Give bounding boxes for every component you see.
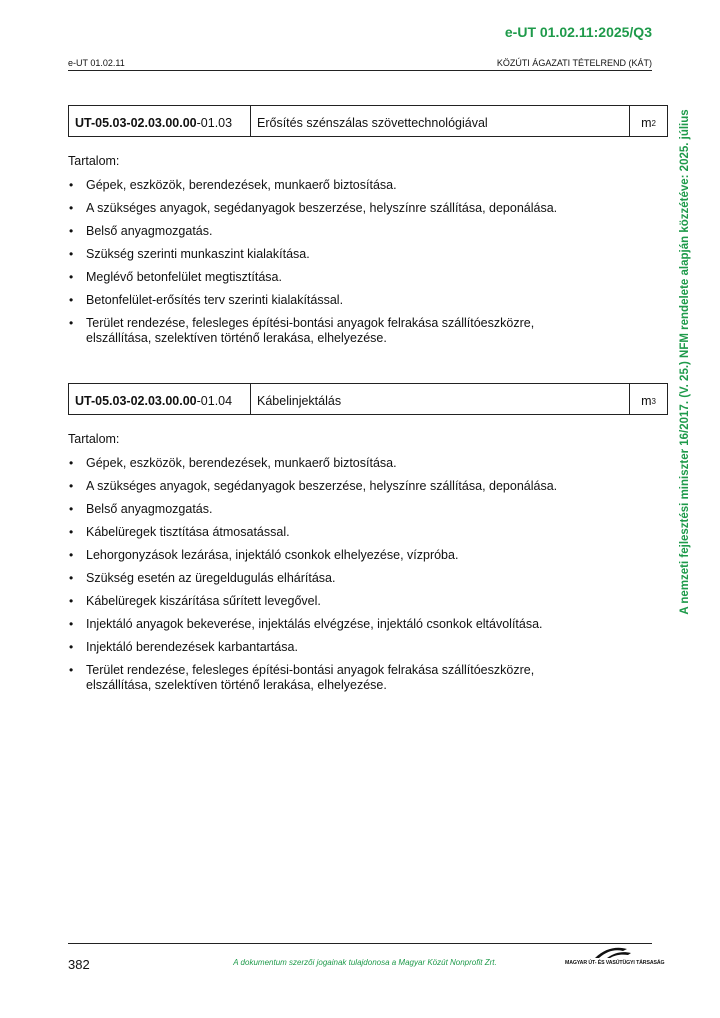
item-code: UT-05.03-02.03.00.00 -01.04 [69,384,251,414]
list-item: • Szükség esetén az üregeldugulás elhárítása. [68,571,598,586]
list-item: • Meglévő betonfelület megtisztítása. [68,270,598,285]
list-item: • Gépek, eszközök, berendezések, munkaerő biztosítása. [68,178,598,193]
list-item: • A szükséges anyagok, segédanyagok beszerzése, helyszínre szállítása, deponálása. [68,201,598,216]
list-item: • Terület rendezése, felesleges építési-bontási anyagok felrakása szállítóeszközre, elszállítása, szelektíven történő lerakása, elhelyezése. [68,316,598,346]
item-description: Kábelinjektálás [251,384,630,414]
footer-rule [68,943,652,944]
bullet-list [68,456,598,701]
company-logo [565,945,665,975]
item-description: Erősítés szénszálas szövettechnológiával [251,106,630,136]
bullet-list [68,178,598,354]
side-note [674,96,696,628]
item-code: UT-05.03-02.03.00.00 -01.03 [69,106,251,136]
logo-text: MAGYAR ÚT- ÉS VASÚTÜGYI TÁRSASÁG [565,960,665,966]
content-label: Tartalom: [68,432,120,446]
header-right: KÖZÚTI ÁGAZATI TÉTELREND (KÁT) [496,58,652,68]
list-item: • Betonfelület-erősítés terv szerinti kialakítással. [68,293,598,308]
list-item: • Injektáló berendezések karbantartása. [68,640,598,655]
list-item: • Lehorgonyzások lezárása, injektáló csonkok elhelyezése, vízpróba. [68,548,598,563]
list-item: • Kábelüregek kiszárítása sűrített levegővel. [68,594,598,609]
item-table [68,383,668,415]
list-item: • Injektáló anyagok bekeverése, injektálás elvégzése, injektáló csonkok eltávolítása. [68,617,598,632]
side-note-text: A nemzeti fejlesztési miniszter 16/2017. (V. 25.) NFM rendelete alapján közzétéve: 2025. július [679,109,691,615]
list-item: • Kábelüregek tisztítása átmosatással. [68,525,598,540]
list-item: • Belső anyagmozgatás. [68,502,598,517]
content-label: Tartalom: [68,154,120,168]
header-rule [68,70,652,71]
list-item: • Belső anyagmozgatás. [68,224,598,239]
item-table [68,105,668,137]
item-unit: m $^3$ [641,394,656,408]
list-item: • Szükség szerinti munkaszint kialakítása. [68,247,598,262]
copyright-notice: A dokumentum szerzői jogainak tulajdonosa a Magyar Közút Nonprofit Zrt. [233,958,497,967]
list-item: • Terület rendezése, felesleges építési-bontási anyagok felrakása szállítóeszközre, elszállítása, szelektíven történő lerakása, elhelyezése. [68,663,598,693]
doc-code: e-UT 01.02.11:2025/Q3 [504,24,652,40]
item-unit: m $^2$ [641,116,656,130]
header-left: e-UT 01.02.11 [68,58,125,68]
list-item: • A szükséges anyagok, segédanyagok beszerzése, helyszínre szállítása, deponálása. [68,479,598,494]
list-item: • Gépek, eszközök, berendezések, munkaerő biztosítása. [68,456,598,471]
logo-swoosh-icon [565,945,655,961]
page-number: 382 [68,957,90,972]
